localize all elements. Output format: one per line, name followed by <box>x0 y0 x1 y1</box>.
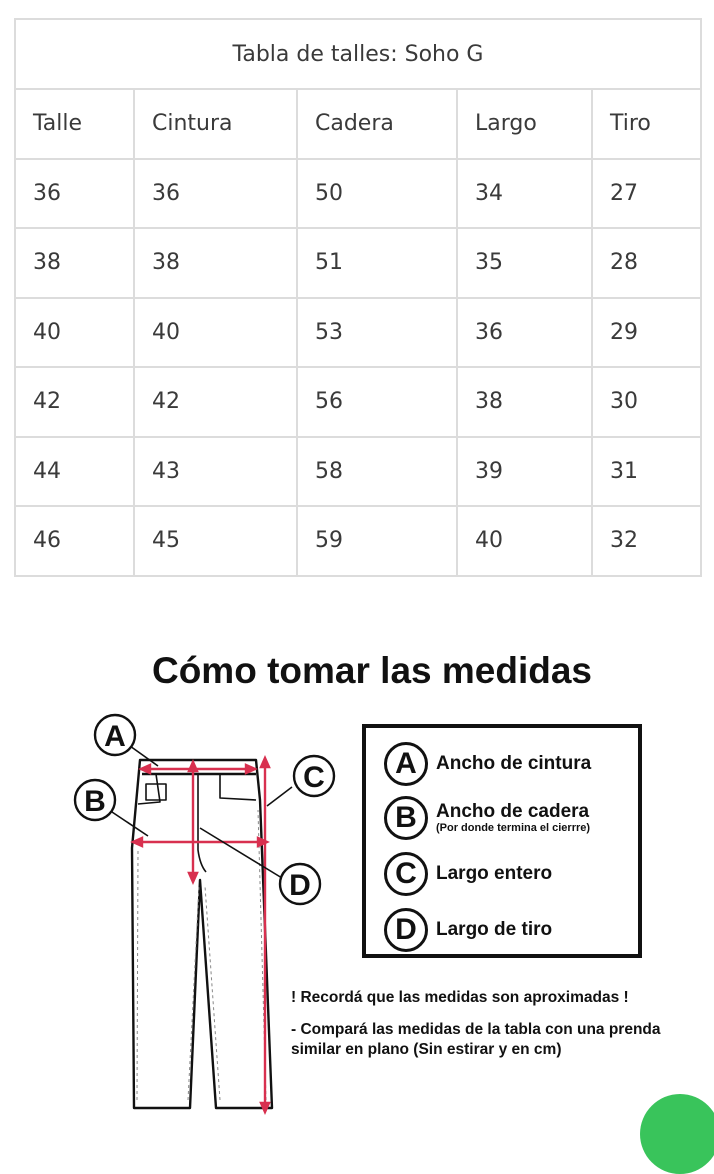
approx-note: ! Recordá que las medidas son aproximadas ! <box>291 989 629 1006</box>
column-header-largo: Largo <box>457 89 592 159</box>
table-cell: 44 <box>15 437 134 507</box>
table-cell: 31 <box>592 437 701 507</box>
table-cell: 58 <box>297 437 457 507</box>
table-cell: 40 <box>15 298 134 368</box>
column-header-cintura: Cintura <box>134 89 297 159</box>
table-cell: 46 <box>15 506 134 576</box>
table-row <box>15 228 701 298</box>
table-cell: 38 <box>134 228 297 298</box>
svg-text:D: D <box>289 869 311 902</box>
diagram-callout-c-icon <box>294 756 334 796</box>
table-cell: 27 <box>592 159 701 229</box>
chat-button[interactable] <box>640 1094 714 1174</box>
table-cell: 28 <box>592 228 701 298</box>
table-cell: 45 <box>134 506 297 576</box>
table-cell: 39 <box>457 437 592 507</box>
legend-item-c <box>384 852 552 896</box>
table-cell: 40 <box>457 506 592 576</box>
table-cell: 40 <box>134 298 297 368</box>
table-header-row <box>15 89 701 159</box>
letter-d-icon: D <box>384 908 428 952</box>
table-row <box>15 437 701 507</box>
table-cell: 36 <box>457 298 592 368</box>
compare-note: - Compará las medidas de la tabla con una prenda similar en plano (Sin estirar y en cm) <box>291 1021 661 1058</box>
table-row <box>15 506 701 576</box>
column-header-talle: Talle <box>15 89 134 159</box>
svg-text:C: C <box>303 761 325 794</box>
legend-label-group <box>436 802 590 834</box>
table-row <box>15 298 701 368</box>
table-cell: 43 <box>134 437 297 507</box>
table-cell: 50 <box>297 159 457 229</box>
table-cell: 42 <box>134 367 297 437</box>
table-cell: 53 <box>297 298 457 368</box>
legend-label: Ancho de cintura <box>436 753 592 774</box>
column-header-cadera: Cadera <box>297 89 457 159</box>
table-caption: Tabla de talles: Soho G <box>15 19 701 89</box>
legend-label: Largo de tiro <box>436 919 553 940</box>
table-cell: 36 <box>134 159 297 229</box>
legend-label: Ancho de cadera <box>436 801 590 822</box>
letter-a-icon: A <box>384 742 428 786</box>
pants-outline-icon <box>132 760 272 1108</box>
measurement-legend <box>362 724 642 958</box>
legend-item-b <box>384 796 590 840</box>
table-cell: 30 <box>592 367 701 437</box>
size-table <box>14 18 702 577</box>
table-cell: 36 <box>15 159 134 229</box>
legend-item-a <box>384 742 591 786</box>
diagram-callout-a-icon <box>95 715 135 755</box>
table-cell: 34 <box>457 159 592 229</box>
table-cell: 35 <box>457 228 592 298</box>
table-row <box>15 367 701 437</box>
legend-label: Largo entero <box>436 863 553 884</box>
howto-title: Cómo tomar las medidas <box>151 650 592 691</box>
table-cell: 59 <box>297 506 457 576</box>
table-cell: 42 <box>15 367 134 437</box>
svg-text:A: A <box>104 720 126 753</box>
diagram-callout-d-icon <box>280 864 320 904</box>
legend-note: (Por donde termina el cierrre) <box>436 822 591 834</box>
table-cell: 32 <box>592 506 701 576</box>
table-cell: 29 <box>592 298 701 368</box>
cropped-top-strip <box>0 0 714 8</box>
legend-item-d <box>384 908 552 952</box>
letter-c-icon: C <box>384 852 428 896</box>
table-row <box>15 159 701 229</box>
column-header-tiro: Tiro <box>592 89 701 159</box>
table-cell: 38 <box>15 228 134 298</box>
table-cell: 38 <box>457 367 592 437</box>
diagram-callout-b-icon <box>75 780 115 820</box>
svg-text:B: B <box>84 785 106 818</box>
table-cell: 51 <box>297 228 457 298</box>
measurement-notes <box>291 988 691 1060</box>
letter-b-icon: B <box>384 796 428 840</box>
table-cell: 56 <box>297 367 457 437</box>
